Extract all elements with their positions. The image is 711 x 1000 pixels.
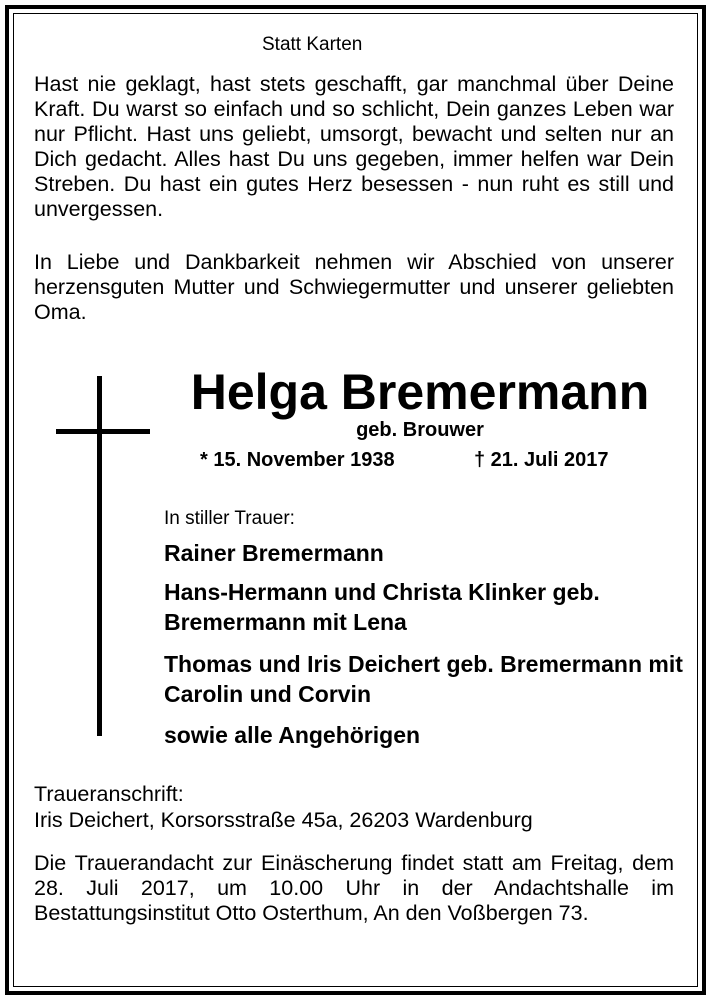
mourner-line: sowie alle Angehörigen [164, 722, 421, 748]
intro-text: In Liebe und Dankbarkeit nehmen wir Abschied von unserer herzensguten Mutter und Schwiegermutter und unserer geliebten Oma. [34, 250, 674, 324]
mourner-line: Rainer Bremermann [164, 540, 384, 566]
poem-text: Hast nie geklagt, hast stets geschafft, gar manchmal über Deine Kraft. Du warst so einfach und so schlicht, Dein ganzes Leben war nur Pflicht. Hast uns geliebt, umsorgt, bewacht und selten nur an Dich gedacht. Alles hast Du uns gegeben, immer helfen war Dein Streben. Du hast ein gutes Herz besessen - nun ruht es still und unvergessen. [34, 72, 674, 221]
death-date: † 21. Juli 2017 [474, 449, 609, 471]
deceased-name: Helga Bremermann [190, 364, 650, 420]
cross-icon-bar [56, 429, 150, 434]
statt-karten: Statt Karten [262, 34, 363, 55]
address-label: Traueranschrift: [34, 782, 184, 806]
service-text: Die Trauerandacht zur Einäscherung findet statt am Freitag, dem 28. Juli 2017, um 10.00 Uhr in der Andachtshalle im Bestattungsinstitut Otto Osterthum, An den Voßbergen 73. [34, 851, 674, 925]
address-text: Iris Deichert, Korsorsstraße 45a, 26203 Wardenburg [34, 808, 533, 832]
mourning-label: In stiller Trauer: [164, 508, 295, 529]
mourner-line: Hans-Hermann und Christa Klinker geb. Bremermann mit Lena [164, 579, 600, 635]
mourner-line: Thomas und Iris Deichert geb. Bremermann mit Carolin und Corvin [164, 651, 683, 707]
birth-date: * 15. November 1938 [200, 449, 395, 471]
maiden-name: geb. Brouwer [356, 419, 484, 441]
